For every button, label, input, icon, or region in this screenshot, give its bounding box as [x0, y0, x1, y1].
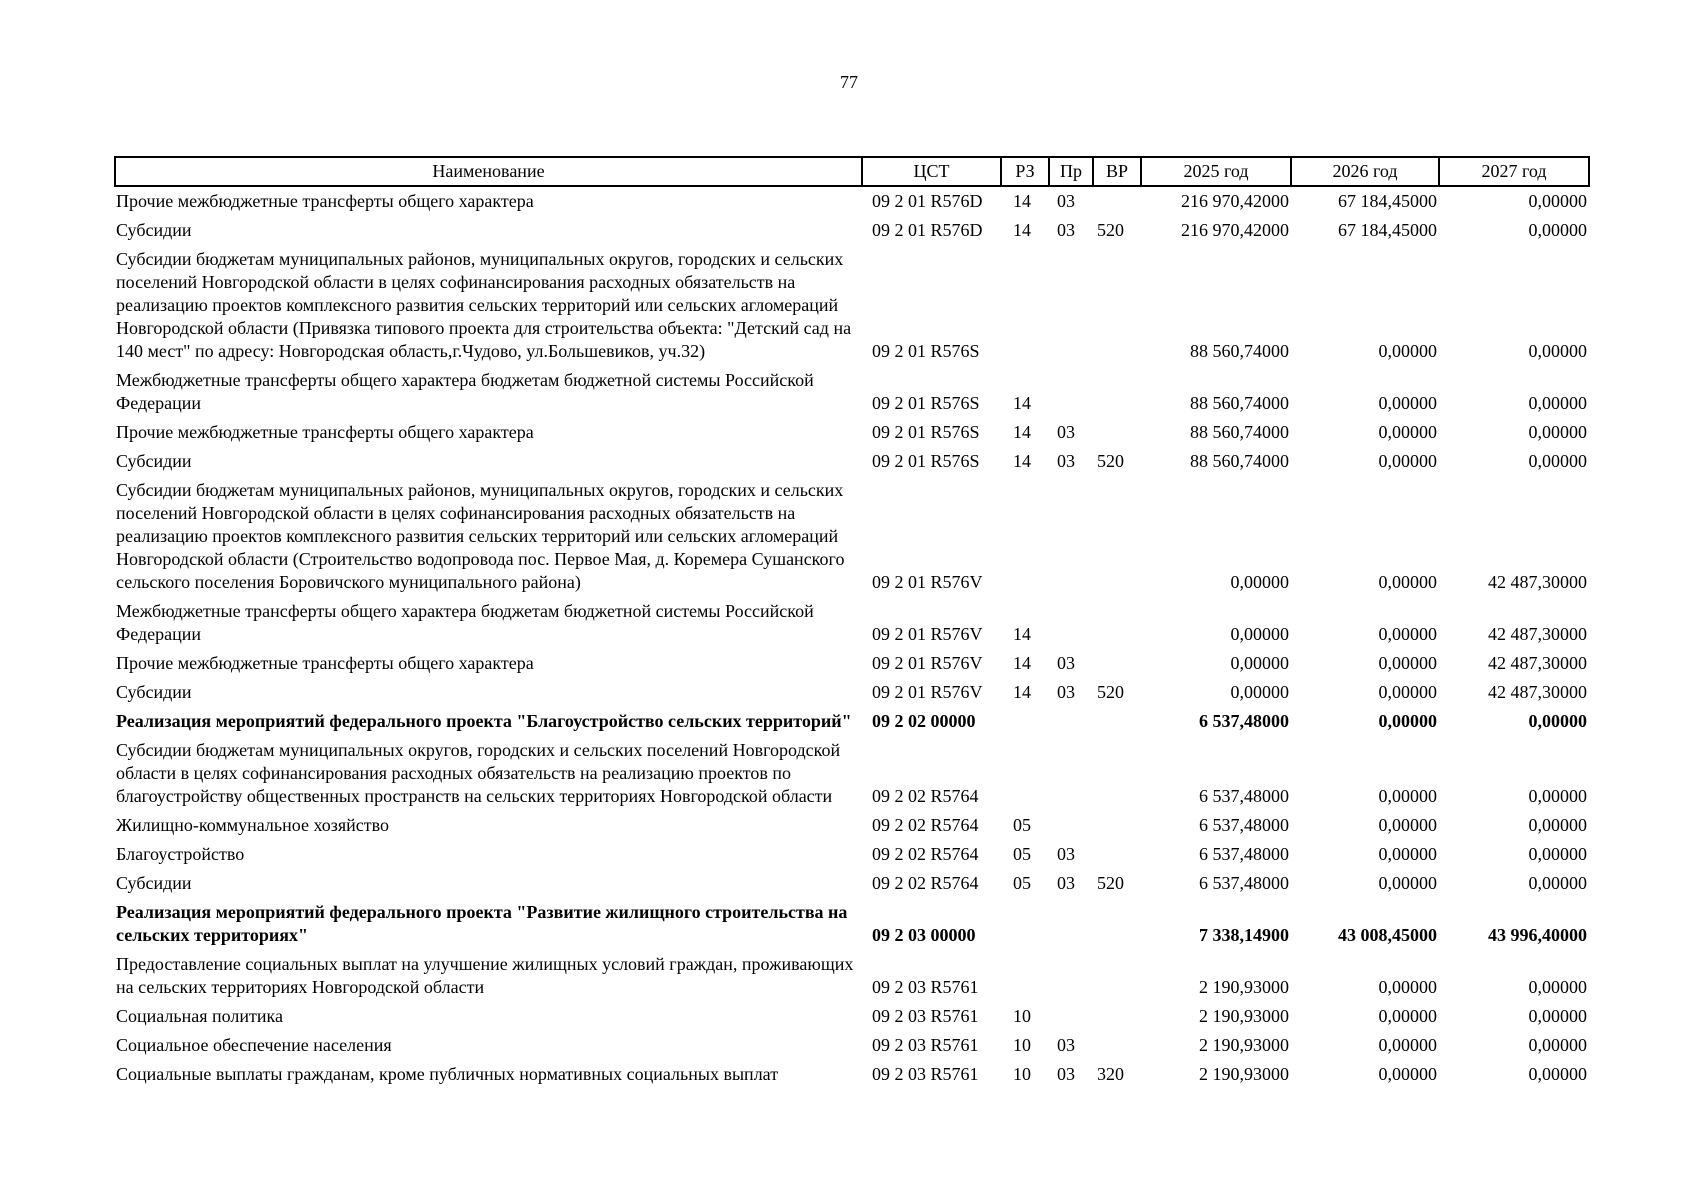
header-cst: ЦСТ	[862, 157, 1001, 186]
table-row	[115, 216, 1589, 245]
cell-2025: 6 537,48000	[1199, 711, 1289, 731]
cell-cst: 09 2 03 00000	[872, 925, 976, 945]
cell-rz: 05	[1013, 844, 1031, 864]
cell-vr	[1093, 811, 1141, 840]
cell-2026: 0,00000	[1378, 451, 1437, 471]
cell-pr	[1049, 597, 1093, 649]
header-2025: 2025 год	[1141, 157, 1291, 186]
cell-2027: 0,00000	[1528, 191, 1587, 211]
cell-cst: 09 2 03 R5761	[872, 977, 979, 997]
cell-vr	[1093, 1031, 1141, 1060]
cell-2025: 88 560,74000	[1190, 422, 1289, 442]
cell-pr: 03	[1057, 873, 1075, 893]
cell-2025: 2 190,93000	[1199, 1064, 1289, 1084]
cell-vr: 520	[1097, 873, 1124, 893]
table-row	[115, 597, 1589, 649]
cell-cst: 09 2 01 R576V	[872, 682, 983, 702]
cell-2026: 0,00000	[1378, 682, 1437, 702]
table-row	[115, 869, 1589, 898]
cell-2027: 0,00000	[1528, 220, 1587, 240]
table-row	[115, 447, 1589, 476]
table-row	[115, 245, 1589, 366]
cell-cst: 09 2 03 R5761	[872, 1035, 979, 1055]
cell-cst: 09 2 01 R576D	[872, 191, 983, 211]
cell-2026: 0,00000	[1378, 711, 1437, 731]
cell-2026: 0,00000	[1378, 873, 1437, 893]
cell-2025: 0,00000	[1230, 653, 1289, 673]
cell-pr	[1049, 366, 1093, 418]
header-name: Наименование	[115, 157, 862, 186]
cell-rz: 10	[1013, 1064, 1031, 1084]
header-rz: РЗ	[1001, 157, 1049, 186]
cell-pr	[1049, 245, 1093, 366]
cell-name: Жилищно-коммунальное хозяйство	[116, 815, 390, 835]
cell-cst: 09 2 01 R576V	[872, 624, 983, 644]
cell-2027: 0,00000	[1528, 1035, 1587, 1055]
cell-vr: 520	[1097, 220, 1124, 240]
cell-name: Прочие межбюджетные трансферты общего характера	[116, 653, 534, 673]
cell-2027: 0,00000	[1528, 422, 1587, 442]
cell-pr: 03	[1057, 653, 1075, 673]
cell-pr: 03	[1057, 422, 1075, 442]
cell-cst: 09 2 02 R5764	[872, 844, 979, 864]
table-row	[115, 840, 1589, 869]
table-row	[115, 1031, 1589, 1060]
cell-name: Предоставление социальных выплат на улучшение жилищных условий граждан, проживающих на сельских территориях Новгородской области	[116, 954, 854, 997]
cell-2027: 42 487,30000	[1488, 682, 1587, 702]
cell-cst: 09 2 01 R576D	[872, 220, 983, 240]
budget-table	[114, 156, 1590, 1089]
cell-vr: 320	[1097, 1064, 1124, 1084]
cell-2026: 67 184,45000	[1338, 191, 1437, 211]
cell-pr: 03	[1057, 1035, 1075, 1055]
cell-pr: 03	[1057, 682, 1075, 702]
cell-2026: 0,00000	[1378, 1035, 1437, 1055]
cell-2027: 0,00000	[1528, 711, 1587, 731]
cell-2025: 0,00000	[1230, 624, 1289, 644]
cell-2027: 0,00000	[1528, 977, 1587, 997]
cell-cst: 09 2 02 R5764	[872, 815, 979, 835]
cell-name: Субсидии	[116, 873, 192, 893]
table-header-row	[115, 157, 1589, 186]
cell-2027: 0,00000	[1528, 341, 1587, 361]
cell-2026: 0,00000	[1378, 786, 1437, 806]
cell-2025: 7 338,14900	[1199, 925, 1289, 945]
cell-name: Прочие межбюджетные трансферты общего характера	[116, 422, 534, 442]
cell-2027: 0,00000	[1528, 451, 1587, 471]
cell-2025: 6 537,48000	[1199, 815, 1289, 835]
table-row	[115, 649, 1589, 678]
cell-2025: 2 190,93000	[1199, 1035, 1289, 1055]
cell-cst: 09 2 01 R576S	[872, 393, 980, 413]
cell-2026: 0,00000	[1378, 422, 1437, 442]
cell-cst: 09 2 03 R5761	[872, 1006, 979, 1026]
cell-vr: 520	[1097, 682, 1124, 702]
cell-name: Субсидии бюджетам муниципальных районов, муниципальных округов, городских и сельских поселений Новгородской области в целях софинансирования расходных обязательств на реализацию проектов комплексного развития сельских территорий или сельских агломераций Новгородской области (Строительство водопровода пос. Первое Мая, д. Коремера Сушанского сельского поселения Боровичского муниципального района)	[116, 480, 845, 592]
cell-rz	[1001, 476, 1049, 597]
cell-name: Социальные выплаты гражданам, кроме публичных нормативных социальных выплат	[116, 1064, 779, 1084]
cell-vr	[1093, 950, 1141, 1002]
cell-pr	[1049, 950, 1093, 1002]
cell-rz	[1001, 245, 1049, 366]
cell-cst: 09 2 02 R5764	[872, 786, 979, 806]
cell-2026: 0,00000	[1378, 1064, 1437, 1084]
cell-cst: 09 2 02 R5764	[872, 873, 979, 893]
cell-2027: 0,00000	[1528, 844, 1587, 864]
cell-pr	[1049, 736, 1093, 811]
cell-vr	[1093, 736, 1141, 811]
table-row	[115, 476, 1589, 597]
cell-rz: 14	[1013, 393, 1031, 413]
cell-2026: 67 184,45000	[1338, 220, 1437, 240]
cell-2025: 88 560,74000	[1190, 341, 1289, 361]
cell-2026: 0,00000	[1378, 844, 1437, 864]
table-row	[115, 418, 1589, 447]
cell-vr: 520	[1097, 451, 1124, 471]
cell-name: Благоустройство	[116, 844, 245, 864]
cell-vr	[1093, 476, 1141, 597]
cell-2027: 42 487,30000	[1488, 653, 1587, 673]
cell-2027: 42 487,30000	[1488, 624, 1587, 644]
cell-rz: 14	[1013, 191, 1031, 211]
cell-name: Субсидии	[116, 220, 192, 240]
cell-name: Реализация мероприятий федерального проекта "Развитие жилищного строительства на сельских территориях"	[116, 902, 848, 945]
table-row	[115, 898, 1589, 950]
table-row	[115, 950, 1589, 1002]
cell-2027: 0,00000	[1528, 1064, 1587, 1084]
cell-2026: 0,00000	[1378, 624, 1437, 644]
table-row	[115, 707, 1589, 736]
header-2026: 2026 год	[1291, 157, 1439, 186]
cell-pr	[1049, 898, 1093, 950]
header-pr: Пр	[1049, 157, 1093, 186]
table-row	[115, 1002, 1589, 1031]
table-row	[115, 811, 1589, 840]
cell-cst: 09 2 02 00000	[872, 711, 976, 731]
cell-pr	[1049, 811, 1093, 840]
cell-2026: 0,00000	[1378, 815, 1437, 835]
cell-rz: 14	[1013, 451, 1031, 471]
cell-vr	[1093, 597, 1141, 649]
cell-rz: 10	[1013, 1035, 1031, 1055]
page-number: 77	[840, 72, 858, 92]
cell-pr	[1049, 476, 1093, 597]
header-2027: 2027 год	[1439, 157, 1589, 186]
cell-2026: 0,00000	[1378, 572, 1437, 592]
cell-name: Межбюджетные трансферты общего характера бюджетам бюджетной системы Российской Федерации	[116, 601, 814, 644]
cell-vr	[1093, 245, 1141, 366]
cell-2026: 0,00000	[1378, 1006, 1437, 1026]
cell-cst: 09 2 03 R5761	[872, 1064, 979, 1084]
cell-2025: 216 970,42000	[1181, 191, 1289, 211]
cell-name: Субсидии	[116, 451, 192, 471]
cell-vr	[1093, 366, 1141, 418]
cell-rz: 05	[1013, 815, 1031, 835]
table-row	[115, 1060, 1589, 1089]
cell-name: Социальная политика	[116, 1006, 283, 1026]
cell-name: Социальное обеспечение населения	[116, 1035, 392, 1055]
cell-pr: 03	[1057, 1064, 1075, 1084]
cell-vr	[1093, 649, 1141, 678]
cell-vr	[1093, 840, 1141, 869]
cell-cst: 09 2 01 R576V	[872, 653, 983, 673]
cell-2027: 0,00000	[1528, 815, 1587, 835]
cell-2027: 0,00000	[1528, 1006, 1587, 1026]
cell-name: Межбюджетные трансферты общего характера бюджетам бюджетной системы Российской Федерации	[116, 370, 814, 413]
cell-2027: 42 487,30000	[1488, 572, 1587, 592]
cell-rz: 10	[1013, 1006, 1031, 1026]
cell-2026: 0,00000	[1378, 341, 1437, 361]
cell-2026: 0,00000	[1378, 977, 1437, 997]
cell-rz: 14	[1013, 220, 1031, 240]
cell-pr: 03	[1057, 220, 1075, 240]
cell-name: Субсидии	[116, 682, 192, 702]
cell-2025: 216 970,42000	[1181, 220, 1289, 240]
cell-name: Субсидии бюджетам муниципальных районов, муниципальных округов, городских и сельских поселений Новгородской области в целях софинансирования расходных обязательств на реализацию проектов комплексного развития сельских территорий или сельских агломераций Новгородской области (Привязка типового проекта для строительства объекта: "Детский сад на 140 мест" по адресу: Новгородская область,г.Чудово, ул.Большевиков, уч.32)	[116, 249, 852, 361]
cell-2027: 0,00000	[1528, 873, 1587, 893]
cell-2025: 0,00000	[1230, 572, 1289, 592]
cell-rz: 14	[1013, 624, 1031, 644]
cell-cst: 09 2 01 R576S	[872, 422, 980, 442]
cell-2025: 2 190,93000	[1199, 1006, 1289, 1026]
table-body	[115, 186, 1589, 1089]
cell-cst: 09 2 01 R576S	[872, 451, 980, 471]
table-row	[115, 678, 1589, 707]
cell-rz	[1001, 950, 1049, 1002]
cell-name: Субсидии бюджетам муниципальных округов, городских и сельских поселений Новгородской области в целях софинансирования расходных обязательств на реализацию проектов по благоустройству общественных пространств на сельских территориях Новгородской области	[116, 740, 841, 806]
cell-cst: 09 2 01 R576V	[872, 572, 983, 592]
table-row	[115, 366, 1589, 418]
cell-rz: 05	[1013, 873, 1031, 893]
cell-rz	[1001, 898, 1049, 950]
cell-pr: 03	[1057, 451, 1075, 471]
cell-name: Прочие межбюджетные трансферты общего характера	[116, 191, 534, 211]
cell-2025: 6 537,48000	[1199, 786, 1289, 806]
cell-vr	[1093, 707, 1141, 736]
cell-2025: 88 560,74000	[1190, 451, 1289, 471]
cell-pr: 03	[1057, 844, 1075, 864]
cell-2025: 6 537,48000	[1199, 873, 1289, 893]
cell-2025: 88 560,74000	[1190, 393, 1289, 413]
cell-2025: 0,00000	[1230, 682, 1289, 702]
cell-2027: 43 996,40000	[1488, 925, 1587, 945]
cell-pr	[1049, 707, 1093, 736]
table-row	[115, 736, 1589, 811]
cell-vr	[1093, 186, 1141, 216]
cell-rz: 14	[1013, 653, 1031, 673]
cell-2027: 0,00000	[1528, 393, 1587, 413]
cell-vr	[1093, 1002, 1141, 1031]
cell-2025: 2 190,93000	[1199, 977, 1289, 997]
cell-pr	[1049, 1002, 1093, 1031]
cell-vr	[1093, 898, 1141, 950]
cell-rz: 14	[1013, 422, 1031, 442]
cell-rz	[1001, 707, 1049, 736]
cell-rz	[1001, 736, 1049, 811]
cell-vr	[1093, 418, 1141, 447]
cell-cst: 09 2 01 R576S	[872, 341, 980, 361]
cell-2027: 0,00000	[1528, 786, 1587, 806]
cell-2025: 6 537,48000	[1199, 844, 1289, 864]
cell-rz: 14	[1013, 682, 1031, 702]
cell-name: Реализация мероприятий федерального проекта "Благоустройство сельских территорий"	[116, 711, 852, 731]
header-vr: ВР	[1093, 157, 1141, 186]
cell-pr: 03	[1057, 191, 1075, 211]
cell-2026: 0,00000	[1378, 393, 1437, 413]
cell-2026: 0,00000	[1378, 653, 1437, 673]
table-row	[115, 186, 1589, 216]
cell-2026: 43 008,45000	[1338, 925, 1437, 945]
